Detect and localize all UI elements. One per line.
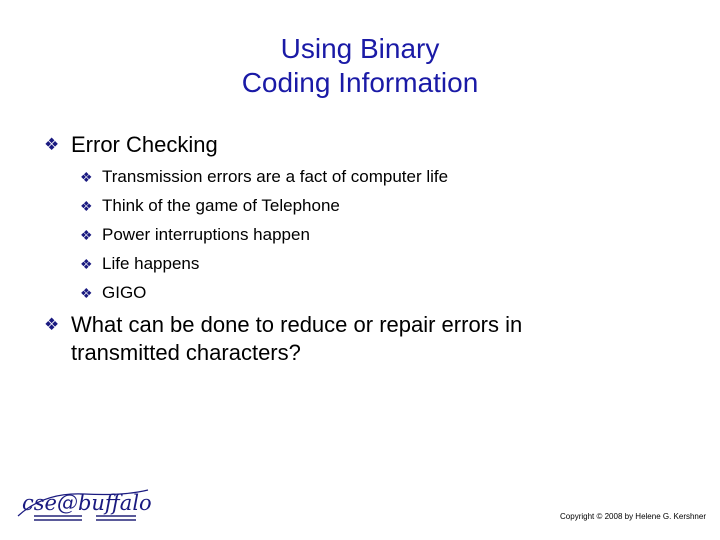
subbullet-item xyxy=(80,282,146,304)
subbullet-item xyxy=(80,253,199,275)
slide-title xyxy=(0,32,720,100)
bullet-text-line-2: transmitted characters? xyxy=(71,340,301,365)
subbullet-item xyxy=(80,195,340,217)
bullet-error-checking xyxy=(44,131,218,159)
bullet-text xyxy=(71,311,522,367)
diamond-bullet-icon: ❖ xyxy=(80,256,93,272)
slide-title-line-1: Using Binary xyxy=(280,33,440,64)
bullet-text: Error Checking xyxy=(71,132,218,157)
cse-buffalo-logo xyxy=(14,482,154,528)
logo-wordmark: cse@buffalo xyxy=(22,491,152,515)
diamond-bullet-icon: ❖ xyxy=(80,285,93,301)
subbullet-text: Life happens xyxy=(102,254,200,273)
bullet-text-line-1: What can be done to reduce or repair errors in xyxy=(71,312,523,337)
logo-fineprint-4 xyxy=(96,519,136,521)
copyright-notice: Copyright © 2008 by Helene G. Kershner xyxy=(560,512,706,521)
diamond-bullet-icon: ❖ xyxy=(80,198,93,214)
logo-fineprint-2 xyxy=(34,519,82,521)
logo-fineprint-1 xyxy=(34,515,82,517)
logo-fineprint-3 xyxy=(96,515,136,517)
subbullet-text: Transmission errors are a fact of computer life xyxy=(102,167,449,186)
diamond-bullet-icon: ❖ xyxy=(44,315,60,334)
subbullet-text: Think of the game of Telephone xyxy=(102,196,340,215)
subbullet-text: GIGO xyxy=(102,283,147,302)
subbullet-item xyxy=(80,166,448,188)
slide-title-line-2: Coding Information xyxy=(241,67,479,98)
subbullet-text: Power interruptions happen xyxy=(102,225,310,244)
bullet-question xyxy=(44,311,522,367)
diamond-bullet-icon: ❖ xyxy=(80,227,93,243)
diamond-bullet-icon: ❖ xyxy=(44,135,60,154)
diamond-bullet-icon: ❖ xyxy=(80,169,93,185)
subbullet-item xyxy=(80,224,310,246)
